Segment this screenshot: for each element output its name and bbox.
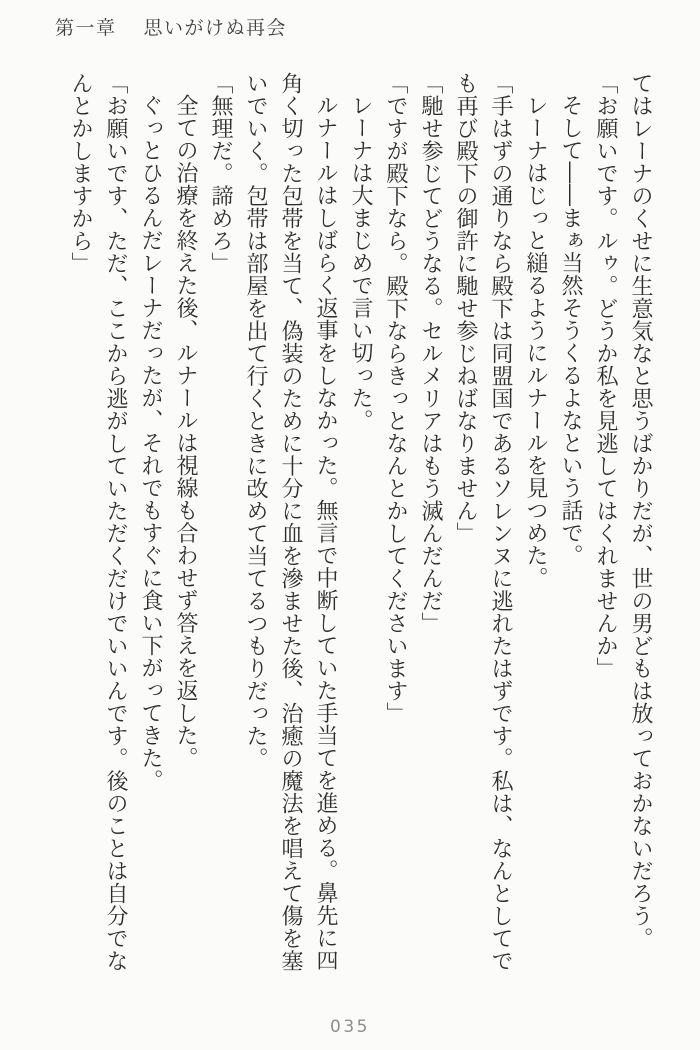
paragraph: 「手はずの通りなら殿下は同盟国であるソレンヌに逃れたはずです。私は、なんとしてでも再び殿下の御許に馳せ参じねばなりません」 [453, 72, 513, 972]
paragraph: ルナールはしばらく返事をしなかった。無言で中断していた手当てを進める。鼻先に四角く切った包帯を当て、偽装のために十分に血を滲ませた後、治癒の魔法を唱えて傷を塞いでいく。包帯は部屋を出て行くときに改めて当てるつもりだった。 [243, 72, 338, 972]
paragraph: 「お願いです。ルゥ。どうか私を見逃してはくれませんか」 [593, 72, 618, 680]
paragraph: レーナは大まじめで言い切った。 [348, 94, 373, 432]
paragraph: ぐっとひるんだレーナだったが、それでもすぐに食い下がってきた。 [138, 94, 163, 792]
body-text [62, 72, 658, 980]
paragraph: そして――まぁ当然そうくるよなという話で。 [558, 94, 583, 567]
page-number: 035 [330, 1017, 370, 1037]
paragraph: 全ての治療を終えた後、ルナールは視線も合わせず答えを返した。 [173, 94, 198, 769]
paragraph: 「お願いです、ただ、ここから逃がしていただくだけでいいんです。後のことは自分でなんとかしますから」 [68, 72, 128, 972]
paragraph: レーナはじっと縋るようにルナールを見つめた。 [523, 94, 548, 589]
paragraph: てはレーナのくせに生意気なと思うばかりだが、世の男どもは放っておかないだろう。 [628, 72, 653, 950]
paragraph: 「無理だ。諦めろ」 [208, 72, 233, 275]
chapter-label: 第一章 [55, 17, 117, 39]
chapter-title: 思いがけぬ再会 [143, 17, 288, 39]
paragraph: 「馳せ参じてどうなる。セルメリアはもう滅んだんだ」 [418, 72, 443, 635]
chapter-header [55, 13, 287, 40]
paragraph: 「ですが殿下なら。殿下ならきっとなんとかしてくださいます」 [383, 72, 408, 725]
